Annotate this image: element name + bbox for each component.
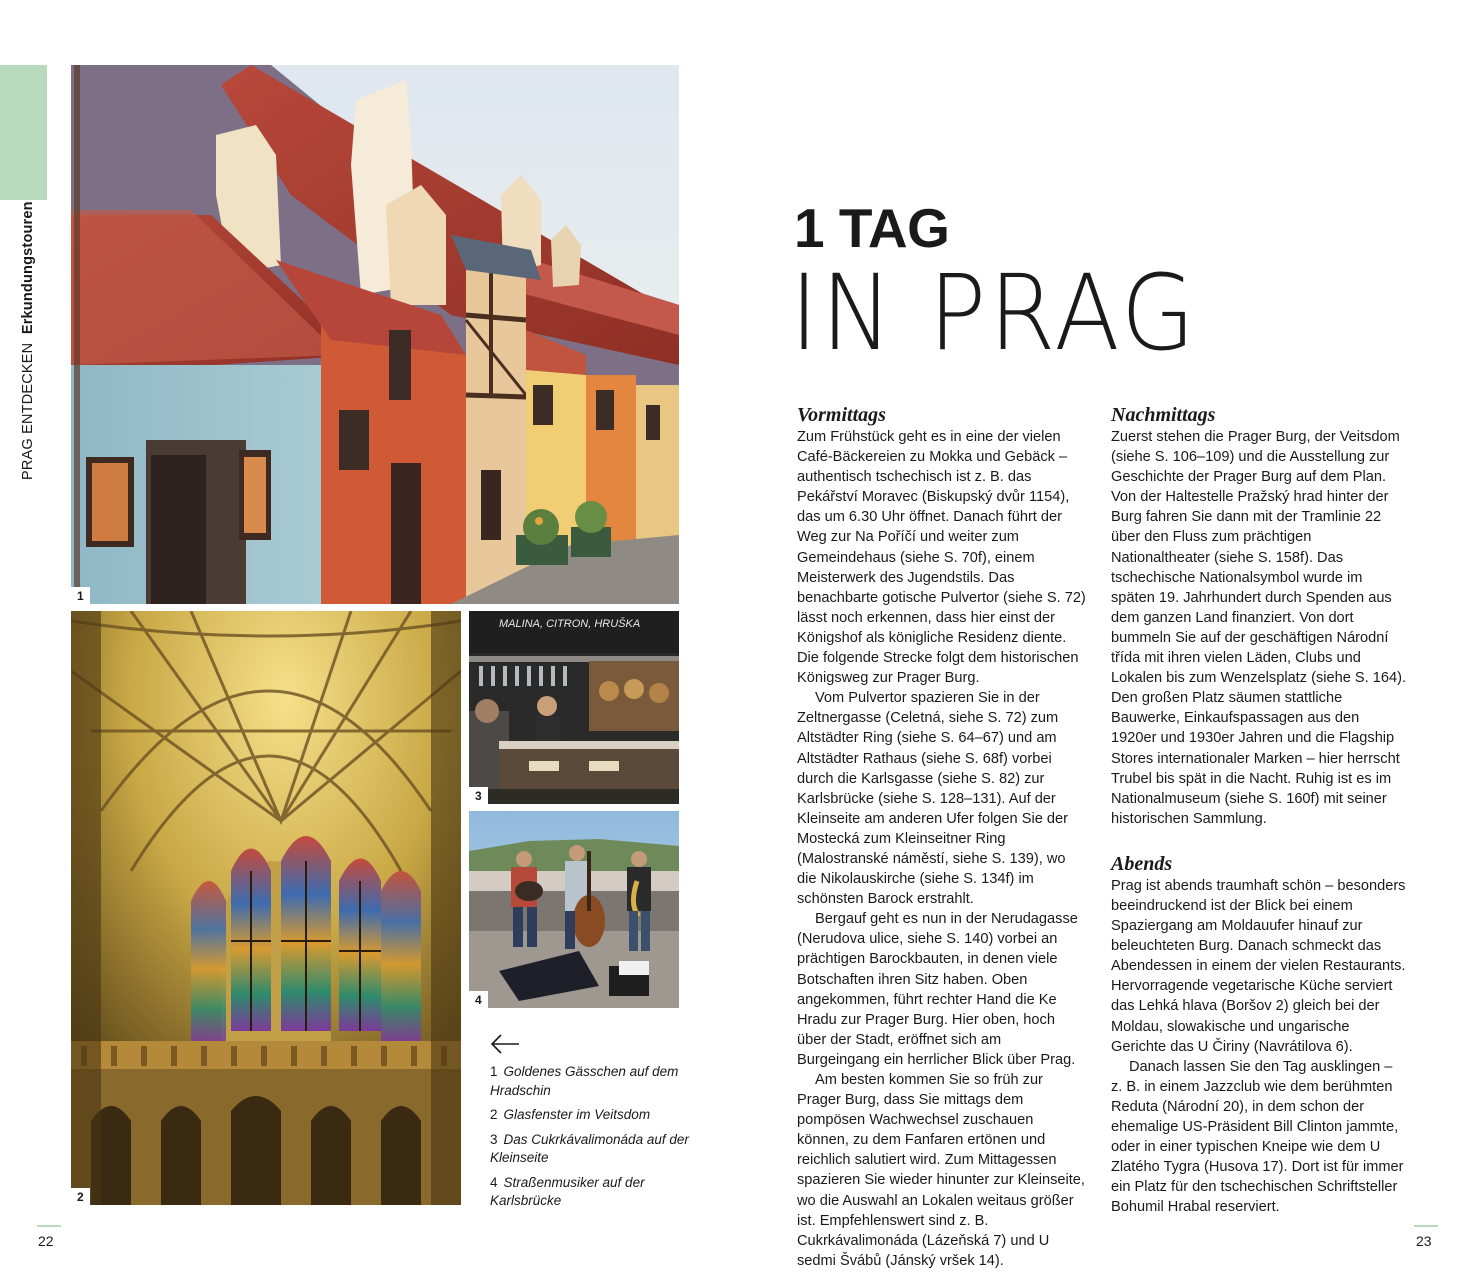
photo-number: 1 bbox=[71, 587, 90, 604]
caption-item: 3 Das Cukrkávalimonáda auf der Kleinseite bbox=[490, 1131, 689, 1165]
body-paragraph: Am besten kommen Sie so früh zur Prager Burg, dass Sie mittags dem pompösen Wachwechsel zuschauen können, zu dem Fanfaren ertönen und reichlich salutiert wird. Zum Mittagessen spazieren Sie wieder hinunter zur Kleinseite, wo die Auswahl an Lokalen weitaus größer ist. Empfehlenswert sind z. B. Cukrkávalimonáda (Lázeňská 7) und U sedmi Švábů (Jánský vršek 14). bbox=[797, 1072, 1085, 1269]
page-number-rule-right bbox=[1414, 1225, 1438, 1227]
photo-street-musicians bbox=[469, 811, 679, 1008]
page-title-line1: 1 TAG bbox=[794, 197, 950, 259]
caption-item: 2 Glasfenster im Veitsdom bbox=[490, 1107, 651, 1122]
section-label: PRAG ENTDECKEN bbox=[20, 342, 36, 480]
photo-number: 3 bbox=[469, 787, 488, 804]
chapter-label: Erkundungstouren bbox=[20, 201, 36, 335]
body-paragraph: Zuerst stehen die Prager Burg, der Veitsdom (siehe S. 106–109) und die Ausstellung zur Geschichte der Prager Burg auf dem Plan. Von der Haltestelle Pražský hrad hinter der Burg fahren Sie dann mit der Tramlinie 22 über den Fluss zum prächtigen Nationaltheater (siehe S. 158f). Das tschechische Nationalsymbol wurde im späten 19. Jahrhundert durch Spenden aus dem ganzen Land finanziert. Von dort bummeln Sie auf der geschäftigen Národní třída mit ihren vielen Läden, Clubs und Lokalen bis zum Wenzelsplatz (siehe S. 164). Den großen Platz säumen stattliche Bauwerke, Einkaufspassagen aus den 1920er und 1930er Jahren und die Flagship Stores internationaler Marken – hier herrscht Trubel bis spät in die Nacht. Ruhig ist es im Nationalmuseum (siehe S. 160f) mit seiner historischen Sammlung. bbox=[1111, 429, 1406, 827]
body-paragraph: Prag ist abends traumhaft schön – besonders beeindruckend ist der Blick bei einem Spaziergang am Moldauufer hinauf zur beleuchteten Burg. Danach schmeckt das Abendessen in einem der vielen Restaurants. Hervorragende vegetarische Küche serviert das Lehká hlava (Boršov 2) gleich bei der Moldau, slowakische und ungarische Gerichte das U Čiriny (Navrátilova 6). bbox=[1111, 877, 1406, 1055]
body-paragraph: Bergauf geht es nun in der Nerudagasse (Nerudova ulice, siehe S. 140) vorbei an prächtigen Barockbauten, in denen viele Botschaften ihren Sitz haben. Oben angekommen, führt rechter Hand die Ke Hradu zur Prager Burg. Hier oben, hoch über der Stadt, eröffnet sich am Burgeingang ein herrlicher Blick über Prag. bbox=[797, 911, 1078, 1068]
chapter-side-label bbox=[20, 201, 40, 760]
section-heading-nachmittags: Nachmittags bbox=[1111, 404, 1216, 426]
body-paragraph: Danach lassen Sie den Tag ausklingen – z. B. in einem Jazzclub wie dem berühmten Reduta (Národní 20), in dem schon der ehemalige US-Präsident Bill Clinton jammte, oder in einer typischen Kneipe wie dem U Zlatého Tygra (Husova 17). Dort ist für immer ein Platz für den tschechischen Schriftsteller Bohumil Hrabal reserviert. bbox=[1111, 1058, 1404, 1216]
photo-captions bbox=[490, 1063, 690, 1217]
photo-cathedral-interior bbox=[71, 611, 461, 1205]
chapter-tab bbox=[0, 65, 47, 200]
page-number-rule-left bbox=[37, 1225, 61, 1227]
caption-item: 4 Straßenmusiker auf der Karlsbrücke bbox=[490, 1174, 645, 1208]
column-nachmittags-abends bbox=[1111, 403, 1407, 1217]
cafe-sign-text: MALINA, CITRON, HRUŠKA bbox=[499, 618, 641, 630]
column-vormittags bbox=[797, 403, 1087, 1271]
section-heading-abends: Abends bbox=[1111, 852, 1173, 875]
body-paragraph: Zum Frühstück geht es in eine der vielen Café-Bäckereien zu Mokka und Gebäck – authentisch tschechisch ist z. B. das Pekářství Moravec (Biskupský dvůr 1154), das um 6.30 Uhr öffnet. Danach führt der Weg zur Na Poříčí und weiter zum Gemeindehaus (siehe S. 70f), einem Meisterwerk des Jugendstils. Das benachbarte gotische Pulvertor (siehe S. 72) lässt noch erkennen, dass hier einst der Königshof als königliche Residenz diente. Die folgende Strecke folgt dem historischen Königsweg zur Prager Burg. bbox=[797, 429, 1086, 687]
section-heading-vormittags: Vormittags bbox=[797, 404, 886, 426]
body-paragraph: Vom Pulvertor spazieren Sie in der Zeltnergasse (Celetná, siehe S. 72) zum Altstädter Ring (siehe S. 64–67) und am Altstädter Rathaus (siehe S. 68f) vorbei durch die Karlsgasse (siehe S. 82) zur Karlsbrücke (siehe S. 128–131). Auf der Kleinseite am anderen Ufer folgen Sie der Mostecká zum Kleinseitner Ring (Malostranské náměstí, siehe S. 139), wo die Nikolauskirche (siehe S. 134f) im schönsten Barock erstrahlt. bbox=[797, 690, 1068, 908]
page-number-right: 23 bbox=[1416, 1233, 1432, 1249]
photo-golden-lane bbox=[71, 65, 679, 604]
caption-item: 1 Goldenes Gässchen auf dem Hradschin bbox=[490, 1064, 679, 1098]
photo-number: 2 bbox=[71, 1188, 90, 1205]
arrow-left-icon bbox=[490, 1032, 520, 1056]
page-number-left: 22 bbox=[38, 1233, 54, 1249]
page-title-line2: IN PRAG bbox=[790, 252, 1198, 374]
photo-cafe-counter bbox=[469, 611, 679, 804]
photo-number: 4 bbox=[469, 991, 488, 1008]
